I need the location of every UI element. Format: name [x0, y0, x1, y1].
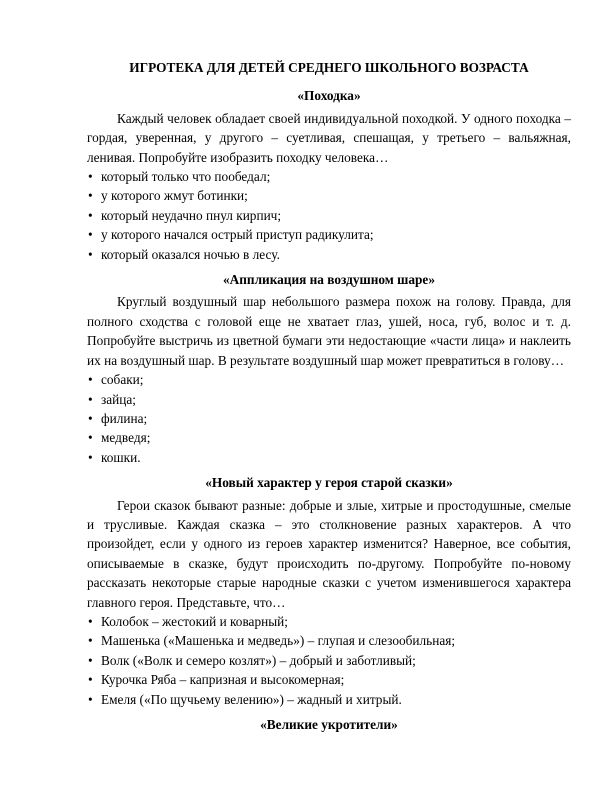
- list-item-text: филина;: [101, 410, 148, 426]
- bullet-icon: •: [88, 372, 93, 388]
- bullet-icon: •: [88, 391, 93, 407]
- bullet-icon: •: [88, 449, 93, 465]
- page-title: ИГРОТЕКА ДЛЯ ДЕТЕЙ СРЕДНЕГО ШКОЛЬНОГО ВОЗРАСТА: [129, 60, 529, 75]
- bullet-icon: •: [88, 672, 93, 688]
- bullet-icon: •: [88, 633, 93, 649]
- section-paragraph: Каждый человек обладает своей индивидуальной походкой. У одного походка – гордая, уверенная, у другого – суетливая, спешащая, у третьего – вальяжная, ленивая. Попробуйте изобразить походку человека…: [87, 110, 571, 165]
- list-item: [87, 631, 571, 650]
- bullet-icon: •: [88, 410, 93, 426]
- bullet-icon: •: [88, 613, 93, 629]
- list-item: [87, 612, 571, 631]
- list-item: [87, 390, 571, 409]
- list-item: [87, 186, 571, 205]
- list-item-text: кошки.: [101, 449, 141, 465]
- bullet-icon: •: [88, 652, 93, 668]
- bullet-icon: •: [88, 691, 93, 707]
- section-tamers: [87, 715, 571, 734]
- document-page: [87, 58, 571, 740]
- bullet-icon: •: [88, 169, 93, 185]
- list-item: [87, 225, 571, 244]
- list-item-text: который неудачно пнул кирпич;: [101, 207, 282, 223]
- list-item-text: зайца;: [101, 391, 136, 407]
- list-item-text: Курочка Ряба – капризная и высокомерная;: [101, 672, 345, 688]
- list-item-text: медведя;: [101, 430, 151, 446]
- section-fairy-tale: [87, 473, 571, 709]
- list-item: [87, 448, 571, 467]
- section-walk: [87, 86, 571, 264]
- bullet-icon: •: [88, 227, 93, 243]
- list-item-text: Волк («Волк и семеро козлят») – добрый и заботливый;: [101, 652, 416, 668]
- bullet-list: [87, 612, 571, 709]
- list-item: [87, 409, 571, 428]
- bullet-icon: •: [88, 430, 93, 446]
- list-item: [87, 206, 571, 225]
- list-item-text: собаки;: [101, 372, 144, 388]
- section-heading: «Походка»: [297, 88, 361, 104]
- list-item: [87, 245, 571, 264]
- list-item: [87, 670, 571, 689]
- section-paragraph: Круглый воздушный шар небольшого размера похож на голову. Правда, для полного сходства с головой еще не хватает глаз, ушей, носа, губ, волос и т. д. Попробуйте выстричь из цветной бумаги эти недостающие «части лица» и наклеить их на воздушный шар. В результате воздушный шар может превратиться в голову…: [87, 294, 571, 368]
- list-item-text: который только что пообедал;: [101, 169, 271, 185]
- list-item: [87, 428, 571, 447]
- bullet-list: [87, 370, 571, 467]
- list-item: [87, 167, 571, 186]
- list-item: [87, 651, 571, 670]
- section-paragraph: Герои сказок бывают разные: добрые и злые, хитрые и простодушные, смелые и трусливые. Каждая сказка – это столкновение разных характеров. А что произойдет, если у одного из героев характер изменится? Наверное, все события, описываемые в сказке, будут происходить по-другому. Попробуйте по-новому рассказать некоторые старые народные сказки с учетом изменившегося характера главного героя. Представьте, что…: [87, 497, 571, 610]
- list-item-text: у которого начался острый приступ радикулита;: [101, 227, 374, 243]
- bullet-icon: •: [88, 207, 93, 223]
- bullet-icon: •: [88, 188, 93, 204]
- list-item: [87, 690, 571, 709]
- list-item-text: который оказался ночью в лесу.: [101, 246, 280, 262]
- bullet-list: [87, 167, 571, 264]
- list-item-text: Колобок – жестокий и коварный;: [101, 613, 288, 629]
- bullet-icon: •: [88, 246, 93, 262]
- list-item-text: Машенька («Машенька и медведь») – глупая и слезообильная;: [101, 633, 456, 649]
- list-item: [87, 370, 571, 389]
- section-balloon: [87, 270, 571, 467]
- section-heading: «Аппликация на воздушном шаре»: [223, 272, 435, 288]
- list-item-text: у которого жмут ботинки;: [101, 188, 248, 204]
- section-heading: «Великие укротители»: [260, 717, 398, 732]
- list-item-text: Емеля («По щучьему велению») – жадный и хитрый.: [101, 691, 402, 707]
- section-heading: «Новый характер у героя старой сказки»: [205, 475, 453, 491]
